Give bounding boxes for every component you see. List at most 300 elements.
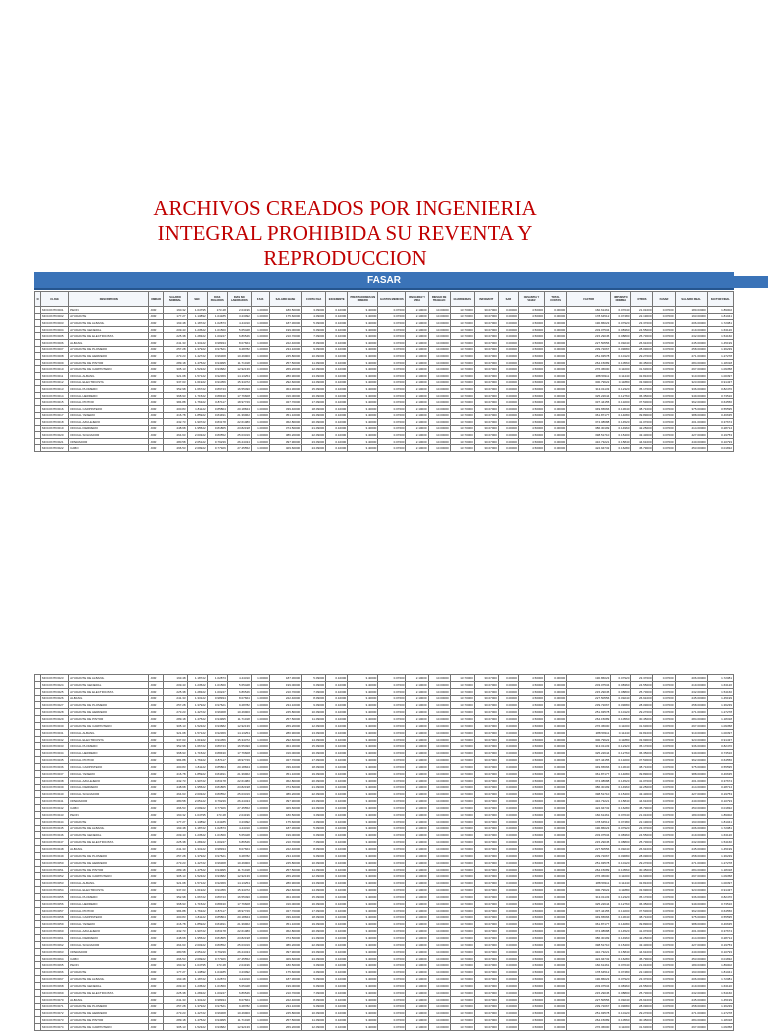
table-row [35, 688, 734, 695]
table-cell: 351.10000 [269, 921, 301, 928]
table-cell: 321.08 [163, 729, 187, 736]
table-cell: 4.50000 [518, 996, 544, 1003]
table-cell: 362.80000 [269, 777, 301, 784]
table-cell: JOR [149, 412, 163, 419]
table-cell: AYUDANTE DE CARPINTERO [69, 1024, 149, 1031]
table-cell: 3.40000 [348, 928, 378, 935]
table-cell: OFICIAL PLOMERO [69, 894, 149, 901]
table-cell: 2.10000 [406, 757, 428, 764]
table-cell: 1.81041 [707, 313, 733, 320]
table-cell: 10.00000 [428, 307, 450, 314]
table-cell: 199.00000 [269, 326, 301, 333]
table-cell: 1.45199 [707, 996, 733, 1003]
table-cell: 10.00000 [428, 982, 450, 989]
table-cell: 30.07000 [474, 777, 498, 784]
table-cell: 30.07000 [474, 419, 498, 426]
table-cell: 310.00000 [675, 729, 707, 736]
table-cell: MOCONTIO051 [41, 866, 69, 873]
table-cell: 0.00000 [545, 784, 567, 791]
table-cell: 3.40000 [348, 791, 378, 798]
table-cell: 0.07000 [378, 914, 406, 921]
table-cell: 1.00000 [251, 339, 269, 346]
table-cell: 0.00000 [498, 962, 518, 969]
table-row [35, 1003, 734, 1010]
table-cell: 1.00000 [251, 955, 269, 962]
table-cell: JOR [149, 386, 163, 393]
table-cell: 410.73221 [567, 438, 611, 445]
table-cell: 0.00000 [498, 1017, 518, 1024]
table-cell: 209.43 [163, 326, 187, 333]
table-cell: 30.07000 [474, 962, 498, 969]
table-cell: 292.60000 [269, 379, 301, 386]
table-cell: 241.33 [163, 695, 187, 702]
table-cell: 10.09000 [302, 859, 326, 866]
table-cell: 0.10000 [326, 386, 348, 393]
table-cell: OFICIAL ALBANIL [69, 880, 149, 887]
table-cell: 0.00000 [545, 989, 567, 996]
table-cell: 20.18844 [227, 763, 251, 770]
table-cell: OFICIAL SOLDADOR [69, 941, 149, 948]
table-cell: 337.03 [163, 887, 187, 894]
table-cell: 0.00000 [545, 399, 567, 406]
table-cell: 0.00000 [498, 811, 518, 818]
table-cell: 1.02873 [207, 675, 227, 682]
table-cell: 0.07000 [653, 353, 675, 360]
table-cell: 1.00247 [207, 989, 227, 996]
table-cell: JOR [149, 438, 163, 445]
table-cell: MOCONTIO059 [41, 921, 69, 928]
table-cell: 13.70000 [450, 736, 474, 743]
table-cell: 4.50000 [518, 399, 544, 406]
table-cell: 33.99000 [631, 887, 653, 894]
table-cell: 0.07000 [378, 805, 406, 812]
table-cell: JOR [149, 839, 163, 846]
table-cell: 1.00000 [251, 1017, 269, 1024]
table-cell: 18.97726 [227, 757, 251, 764]
table-cell: 10.00000 [428, 935, 450, 942]
table-cell: 3.40000 [348, 969, 378, 976]
table-cell: 0.00000 [545, 346, 567, 353]
table-cell: 10.00000 [428, 681, 450, 688]
table-cell: 2.10000 [406, 405, 428, 412]
table-cell: 10.00000 [428, 353, 450, 360]
table-cell: 16.09000 [302, 900, 326, 907]
table-cell: 0.92369 [207, 880, 227, 887]
table-cell: 4.50000 [518, 955, 544, 962]
table-cell: 0.37674 [707, 928, 733, 935]
table-cell: 257.28 [163, 702, 187, 709]
table-cell: 0.00000 [545, 326, 567, 333]
table-cell: 30.07000 [474, 894, 498, 901]
table-cell: 13.70000 [450, 928, 474, 935]
table-cell: 1.00000 [251, 445, 269, 452]
table-cell: 0.00000 [545, 935, 567, 942]
table-cell: 264.15089 [567, 716, 611, 723]
table-cell: 13.70000 [450, 392, 474, 399]
table-cell: OFICIAL YESERO [69, 921, 149, 928]
table-cell: 173.48 [207, 962, 227, 969]
column-header: CESANTIA Y VEJEZ [518, 292, 544, 307]
table-cell: 2.10000 [406, 921, 428, 928]
table-row [35, 709, 734, 716]
table-cell: 3.40000 [348, 419, 378, 426]
table-cell: 1.00000 [251, 326, 269, 333]
table-cell: 10.00000 [428, 716, 450, 723]
table-cell: 30.07000 [474, 366, 498, 373]
table-cell: 0.10000 [326, 825, 348, 832]
table-cell: 3.40000 [348, 873, 378, 880]
table-cell: 0.07000 [653, 445, 675, 452]
table-cell: 3.40000 [348, 914, 378, 921]
table-cell: 0.82476 [707, 894, 733, 901]
table-cell: 0.00000 [498, 894, 518, 901]
table-cell: 0.10000 [326, 976, 348, 983]
table-cell: JOR [149, 379, 163, 386]
table-row [35, 976, 734, 983]
table-cell: 1.09358 [707, 873, 733, 880]
table-cell: 361.87177 [567, 412, 611, 419]
table-cell: 0.00000 [498, 825, 518, 832]
table-cell: 3.40000 [348, 353, 378, 360]
table-cell: 10.00000 [428, 425, 450, 432]
table-cell: 0.10000 [326, 399, 348, 406]
table-cell: 1.36239 [707, 852, 733, 859]
table-cell: 5.65428 [227, 832, 251, 839]
table-cell: 5.65428 [227, 326, 251, 333]
table-cell: 13.70000 [450, 709, 474, 716]
table-cell: 22.61080 [227, 419, 251, 426]
table-cell: 480.58 [163, 798, 187, 805]
table-cell: 448.68 [163, 425, 187, 432]
table-cell: 398.51710 [567, 432, 611, 439]
table-cell: 0.80552 [207, 791, 227, 798]
table-cell: 0.07920 [611, 976, 631, 983]
table-cell: 24.09000 [302, 955, 326, 962]
table-cell: 1.04185 [207, 313, 227, 320]
table-cell: 269.20000 [269, 873, 301, 880]
table-cell: 4.50000 [518, 941, 544, 948]
table-cell: 388.00000 [675, 412, 707, 419]
table-cell: 0.79239 [207, 948, 227, 955]
table-cell: 210.70000 [269, 839, 301, 846]
table-cell: JOR [149, 729, 163, 736]
table-cell: 30.07000 [474, 445, 498, 452]
column-header: CUOTA FIJA [302, 292, 326, 307]
table-cell: 310.00000 [675, 880, 707, 887]
table-cell: 5.09000 [302, 825, 326, 832]
table-cell: 13.70000 [450, 425, 474, 432]
table-cell: 0.08800 [611, 688, 631, 695]
table-cell: 0.98934 [207, 846, 227, 853]
table-cell: 13.70000 [450, 846, 474, 853]
table-cell: 25.03316 [227, 941, 251, 948]
table-cell: 30.07000 [474, 825, 498, 832]
table-cell: 0.10000 [326, 846, 348, 853]
table-cell: 0.07000 [378, 777, 406, 784]
table-cell: 276.36600 [567, 873, 611, 880]
table-cell: MOCONTIO024 [41, 681, 69, 688]
table-cell: 245.00000 [675, 339, 707, 346]
title-line: INTEGRAL PROHIBIDA SU REVENTA Y [157, 221, 533, 245]
table-row [35, 948, 734, 955]
table-cell: 38.71000 [631, 914, 653, 921]
table-row [35, 379, 734, 386]
table-cell: 25.73000 [631, 333, 653, 340]
table-cell: MOCONTIO038 [41, 777, 69, 784]
table-cell: 0.00000 [545, 948, 567, 955]
table-cell: 1.00247 [207, 839, 227, 846]
table-cell: JOR [149, 811, 163, 818]
column-header: GASTOS MEDICOS [378, 292, 406, 307]
table-cell: JOR [149, 750, 163, 757]
table-cell: 30.07000 [474, 339, 498, 346]
table-cell: 0.07000 [653, 675, 675, 682]
table-cell: 258.00000 [675, 702, 707, 709]
table-cell: 1.00000 [251, 372, 269, 379]
table-cell: 0.00000 [498, 976, 518, 983]
table-row [35, 695, 734, 702]
table-cell: 10.00000 [428, 859, 450, 866]
table-cell: 4.50000 [518, 379, 544, 386]
table-cell: 1.90722 [187, 928, 207, 935]
table-cell: 0.07000 [653, 372, 675, 379]
table-cell: 0.10000 [326, 339, 348, 346]
table-cell: AYUDANTE GENERAL [69, 982, 149, 989]
table-cell: 232.00000 [675, 333, 707, 340]
table-cell: 3.40000 [348, 996, 378, 1003]
table-cell: 1.00000 [251, 1010, 269, 1017]
table-cell: 2.10000 [406, 791, 428, 798]
table-cell: 362.80000 [269, 419, 301, 426]
table-row [35, 743, 734, 750]
table-cell: 4.50000 [518, 445, 544, 452]
table-cell: 316.00000 [269, 750, 301, 757]
table-cell: 0.07000 [653, 743, 675, 750]
table-cell: 269.20000 [269, 366, 301, 373]
table-cell: 10.00000 [428, 405, 450, 412]
table-cell: JOR [149, 763, 163, 770]
table-cell: 0.07000 [653, 419, 675, 426]
table-cell: 0.55595 [707, 405, 733, 412]
table-cell: 6.09000 [302, 326, 326, 333]
table-cell: 316.00000 [269, 900, 301, 907]
table-cell: 0.16280 [611, 955, 631, 962]
table-cell: 26.91000 [631, 996, 653, 1003]
table-cell: AYUDANTE DE PLOMERO [69, 702, 149, 709]
table-cell: 30.07000 [474, 935, 498, 942]
table-cell: 2.10000 [406, 353, 428, 360]
table-cell: 1.76322 [187, 399, 207, 406]
table-cell: 6.86546 [227, 839, 251, 846]
table-cell: 190.86023 [567, 825, 611, 832]
table-cell: AYUDANTE DE ELECTRICISTA [69, 333, 149, 340]
table-cell: 27.45552 [227, 805, 251, 812]
table-cell: 0.11000 [611, 366, 631, 373]
table-cell: 0.07000 [653, 846, 675, 853]
table-cell: 0.93682 [207, 366, 227, 373]
table-cell: AYUDANTE DE ALBANIL [69, 825, 149, 832]
table-cell: 0.07000 [378, 326, 406, 333]
table-cell: 3.40000 [348, 743, 378, 750]
table-cell: 258.00000 [675, 852, 707, 859]
table-cell: 0.00000 [498, 866, 518, 873]
table-cell: MOCONTIO033 [41, 743, 69, 750]
table-cell: 22.61080 [227, 777, 251, 784]
table-cell: 0.88430 [207, 750, 227, 757]
table-cell: 1.00000 [251, 320, 269, 327]
table-cell: 0.00000 [545, 996, 567, 1003]
table-cell: 0.00000 [498, 743, 518, 750]
table-cell: AYUDANTE DE HERRERO [69, 859, 149, 866]
table-cell: 3.40000 [348, 392, 378, 399]
table-cell: 0.00000 [498, 846, 518, 853]
table-cell: 0.10000 [326, 412, 348, 419]
table-cell: 0.93682 [207, 873, 227, 880]
table-cell: 1.00000 [251, 852, 269, 859]
table-cell: 30.07000 [474, 675, 498, 682]
table-cell: 187.30000 [269, 320, 301, 327]
table-cell: 37.53000 [631, 907, 653, 914]
table-cell: 219.00000 [675, 681, 707, 688]
table-cell: 0.10000 [326, 359, 348, 366]
table-cell: 1.47522 [187, 1017, 207, 1024]
table-cell: 5.09000 [302, 675, 326, 682]
table-cell: 0.10000 [326, 880, 348, 887]
table-cell: 3.23092 [227, 969, 251, 976]
table-cell: 0.00000 [545, 770, 567, 777]
table-cell: 0.14080 [611, 921, 631, 928]
table-cell: 10.00000 [428, 948, 450, 955]
table-cell: 13.70000 [450, 386, 474, 393]
table-row [35, 996, 734, 1003]
table-cell: 10.00000 [428, 419, 450, 426]
table-cell: MOCONTIO067 [41, 976, 69, 983]
table-cell: 30.07000 [474, 359, 498, 366]
table-cell: 0.00000 [498, 709, 518, 716]
table-cell: 0.07000 [378, 825, 406, 832]
table-cell: 3.23092 [227, 818, 251, 825]
table-cell: 6.86546 [227, 688, 251, 695]
table-cell: 1.00000 [251, 438, 269, 445]
table-cell: MOCONTIO004 [41, 326, 69, 333]
table-cell: 414.00000 [675, 425, 707, 432]
table-cell: 2.10000 [406, 763, 428, 770]
table-cell: 1.00000 [251, 722, 269, 729]
table-cell: 0.91056 [207, 736, 227, 743]
table-cell: JOR [149, 675, 163, 682]
table-cell: 0.11880 [611, 887, 631, 894]
table-cell: 4.50000 [518, 825, 544, 832]
table-row [35, 982, 734, 989]
table-cell: 175.60000 [269, 818, 301, 825]
table-cell: 239.72067 [567, 852, 611, 859]
table-cell: 17.76608 [227, 750, 251, 757]
table-cell: 0.10000 [326, 894, 348, 901]
table-cell: 375.00000 [675, 405, 707, 412]
table-cell: 1.01560 [207, 326, 227, 333]
table-cell: 375.00000 [675, 914, 707, 921]
table-cell: 464.63 [163, 432, 187, 439]
table-cell: 2.10000 [406, 846, 428, 853]
table-cell: 2.10000 [406, 425, 428, 432]
table-cell: 0.85804 [207, 914, 227, 921]
table-cell: 11.71018 [227, 866, 251, 873]
table-cell: 4.50000 [518, 976, 544, 983]
table-cell: 409.60000 [269, 805, 301, 812]
table-cell: 219.00000 [675, 326, 707, 333]
table-cell: 239.72067 [567, 702, 611, 709]
table-cell: 0.00000 [498, 798, 518, 805]
table-cell: 349.65666 [567, 405, 611, 412]
column-header: GUARDERIAS [450, 292, 474, 307]
table-cell: 337.44155 [567, 757, 611, 764]
table-cell: 1.72081 [707, 825, 733, 832]
table-cell: MOCONTIO019 [41, 425, 69, 432]
column-header: RIESGO DE TRABAJO [428, 292, 450, 307]
table-cell: 199.00000 [269, 681, 301, 688]
table-cell: 0.14080 [611, 412, 631, 419]
table-cell: 0.00000 [545, 955, 567, 962]
table-cell: 0.00000 [545, 763, 567, 770]
table-cell: 3.40000 [348, 921, 378, 928]
table-cell: 1.61922 [187, 736, 207, 743]
table-cell: 0.07000 [653, 880, 675, 887]
table-cell: 0.07000 [378, 353, 406, 360]
table-cell: MOCONTIO022 [41, 445, 69, 452]
table-cell: 401.00000 [675, 928, 707, 935]
table-cell: 13.70000 [450, 688, 474, 695]
table-row [35, 419, 734, 426]
table-cell: 288.58111 [567, 372, 611, 379]
table-cell: 13.09000 [302, 729, 326, 736]
table-cell: MOCONTIO040 [41, 791, 69, 798]
table-cell: 0.10000 [326, 852, 348, 859]
table-cell: 0.73516 [707, 750, 733, 757]
table-cell: 0.46635 [707, 770, 733, 777]
table-cell: 0.00000 [498, 681, 518, 688]
table-cell: 0.00000 [545, 818, 567, 825]
table-row [35, 1024, 734, 1031]
table-cell: 0.07000 [378, 832, 406, 839]
table-cell: 0.00000 [545, 798, 567, 805]
table-cell: 0.97621 [207, 852, 227, 859]
table-cell: 0.10000 [326, 955, 348, 962]
table-cell: 4.50000 [518, 770, 544, 777]
table-cell: 190.86023 [567, 320, 611, 327]
table-cell: 24.55000 [631, 832, 653, 839]
table-cell: 0.77926 [207, 955, 227, 962]
table-cell: 175.60000 [269, 969, 301, 976]
table-cell: 2.10000 [406, 873, 428, 880]
table-cell: OFICIAL AZULEJERO [69, 419, 149, 426]
table-cell: 13.70000 [450, 852, 474, 859]
table-cell: 0.07000 [653, 313, 675, 320]
table-cell: 409.60000 [269, 445, 301, 452]
table-cell: 280.90000 [269, 729, 301, 736]
table-cell: 2.10000 [406, 313, 428, 320]
table-cell: 36.35000 [631, 900, 653, 907]
table-cell: CABO [69, 805, 149, 812]
table-cell: MOCONTIO069 [41, 989, 69, 996]
table-cell: 1.00000 [251, 811, 269, 818]
table-cell: 1.33122 [187, 846, 207, 853]
table-cell: 0.07000 [378, 405, 406, 412]
table-cell: 0.00000 [498, 326, 518, 333]
table-cell: 1.00000 [251, 425, 269, 432]
table-cell: 0.00000 [498, 839, 518, 846]
table-cell: 0.55595 [707, 763, 733, 770]
table-cell: 0.07000 [378, 894, 406, 901]
